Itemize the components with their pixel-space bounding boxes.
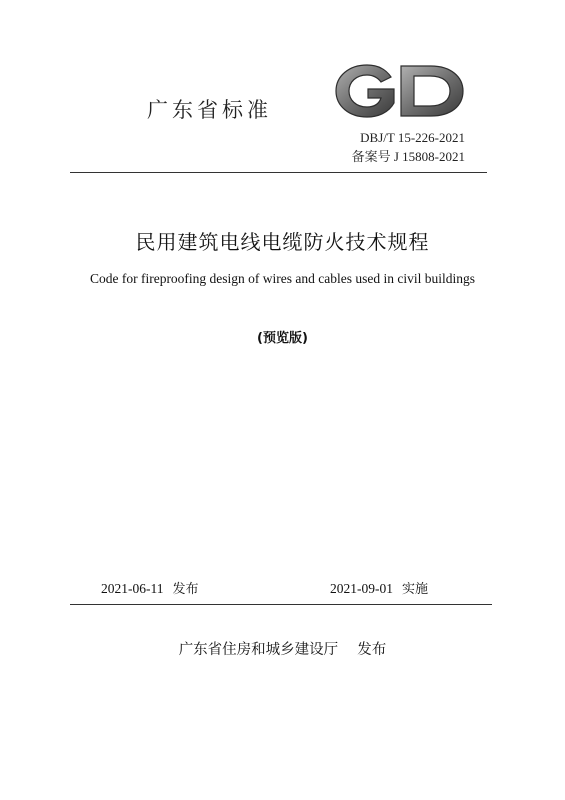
issue-label: 发布 [172, 582, 199, 597]
issue-date: 2021-06-11 [101, 581, 164, 596]
implement-date: 2021-09-01 [330, 581, 393, 596]
standard-type-title: 广东省标准 [147, 98, 272, 122]
edition-label: (预览版) [257, 331, 308, 346]
title-chinese: 民用建筑电线电缆防火技术规程 [135, 230, 430, 254]
record-number: 备案号 J 15808-2021 [351, 149, 465, 164]
title-english: Code for fireproofing design of wires and cables used in civil buildings [89, 271, 476, 286]
footer-divider [70, 604, 492, 605]
issue-date-line [101, 578, 199, 597]
standard-code: DBJ/T 15-226-2021 [360, 130, 465, 145]
implement-date-line [330, 578, 428, 597]
gd-logo [333, 63, 465, 119]
header-divider [70, 172, 487, 173]
implement-label: 实施 [402, 582, 429, 597]
standard-code-block [352, 128, 465, 166]
publisher: 广东省住房和城乡建设厅 发布 [178, 642, 387, 658]
